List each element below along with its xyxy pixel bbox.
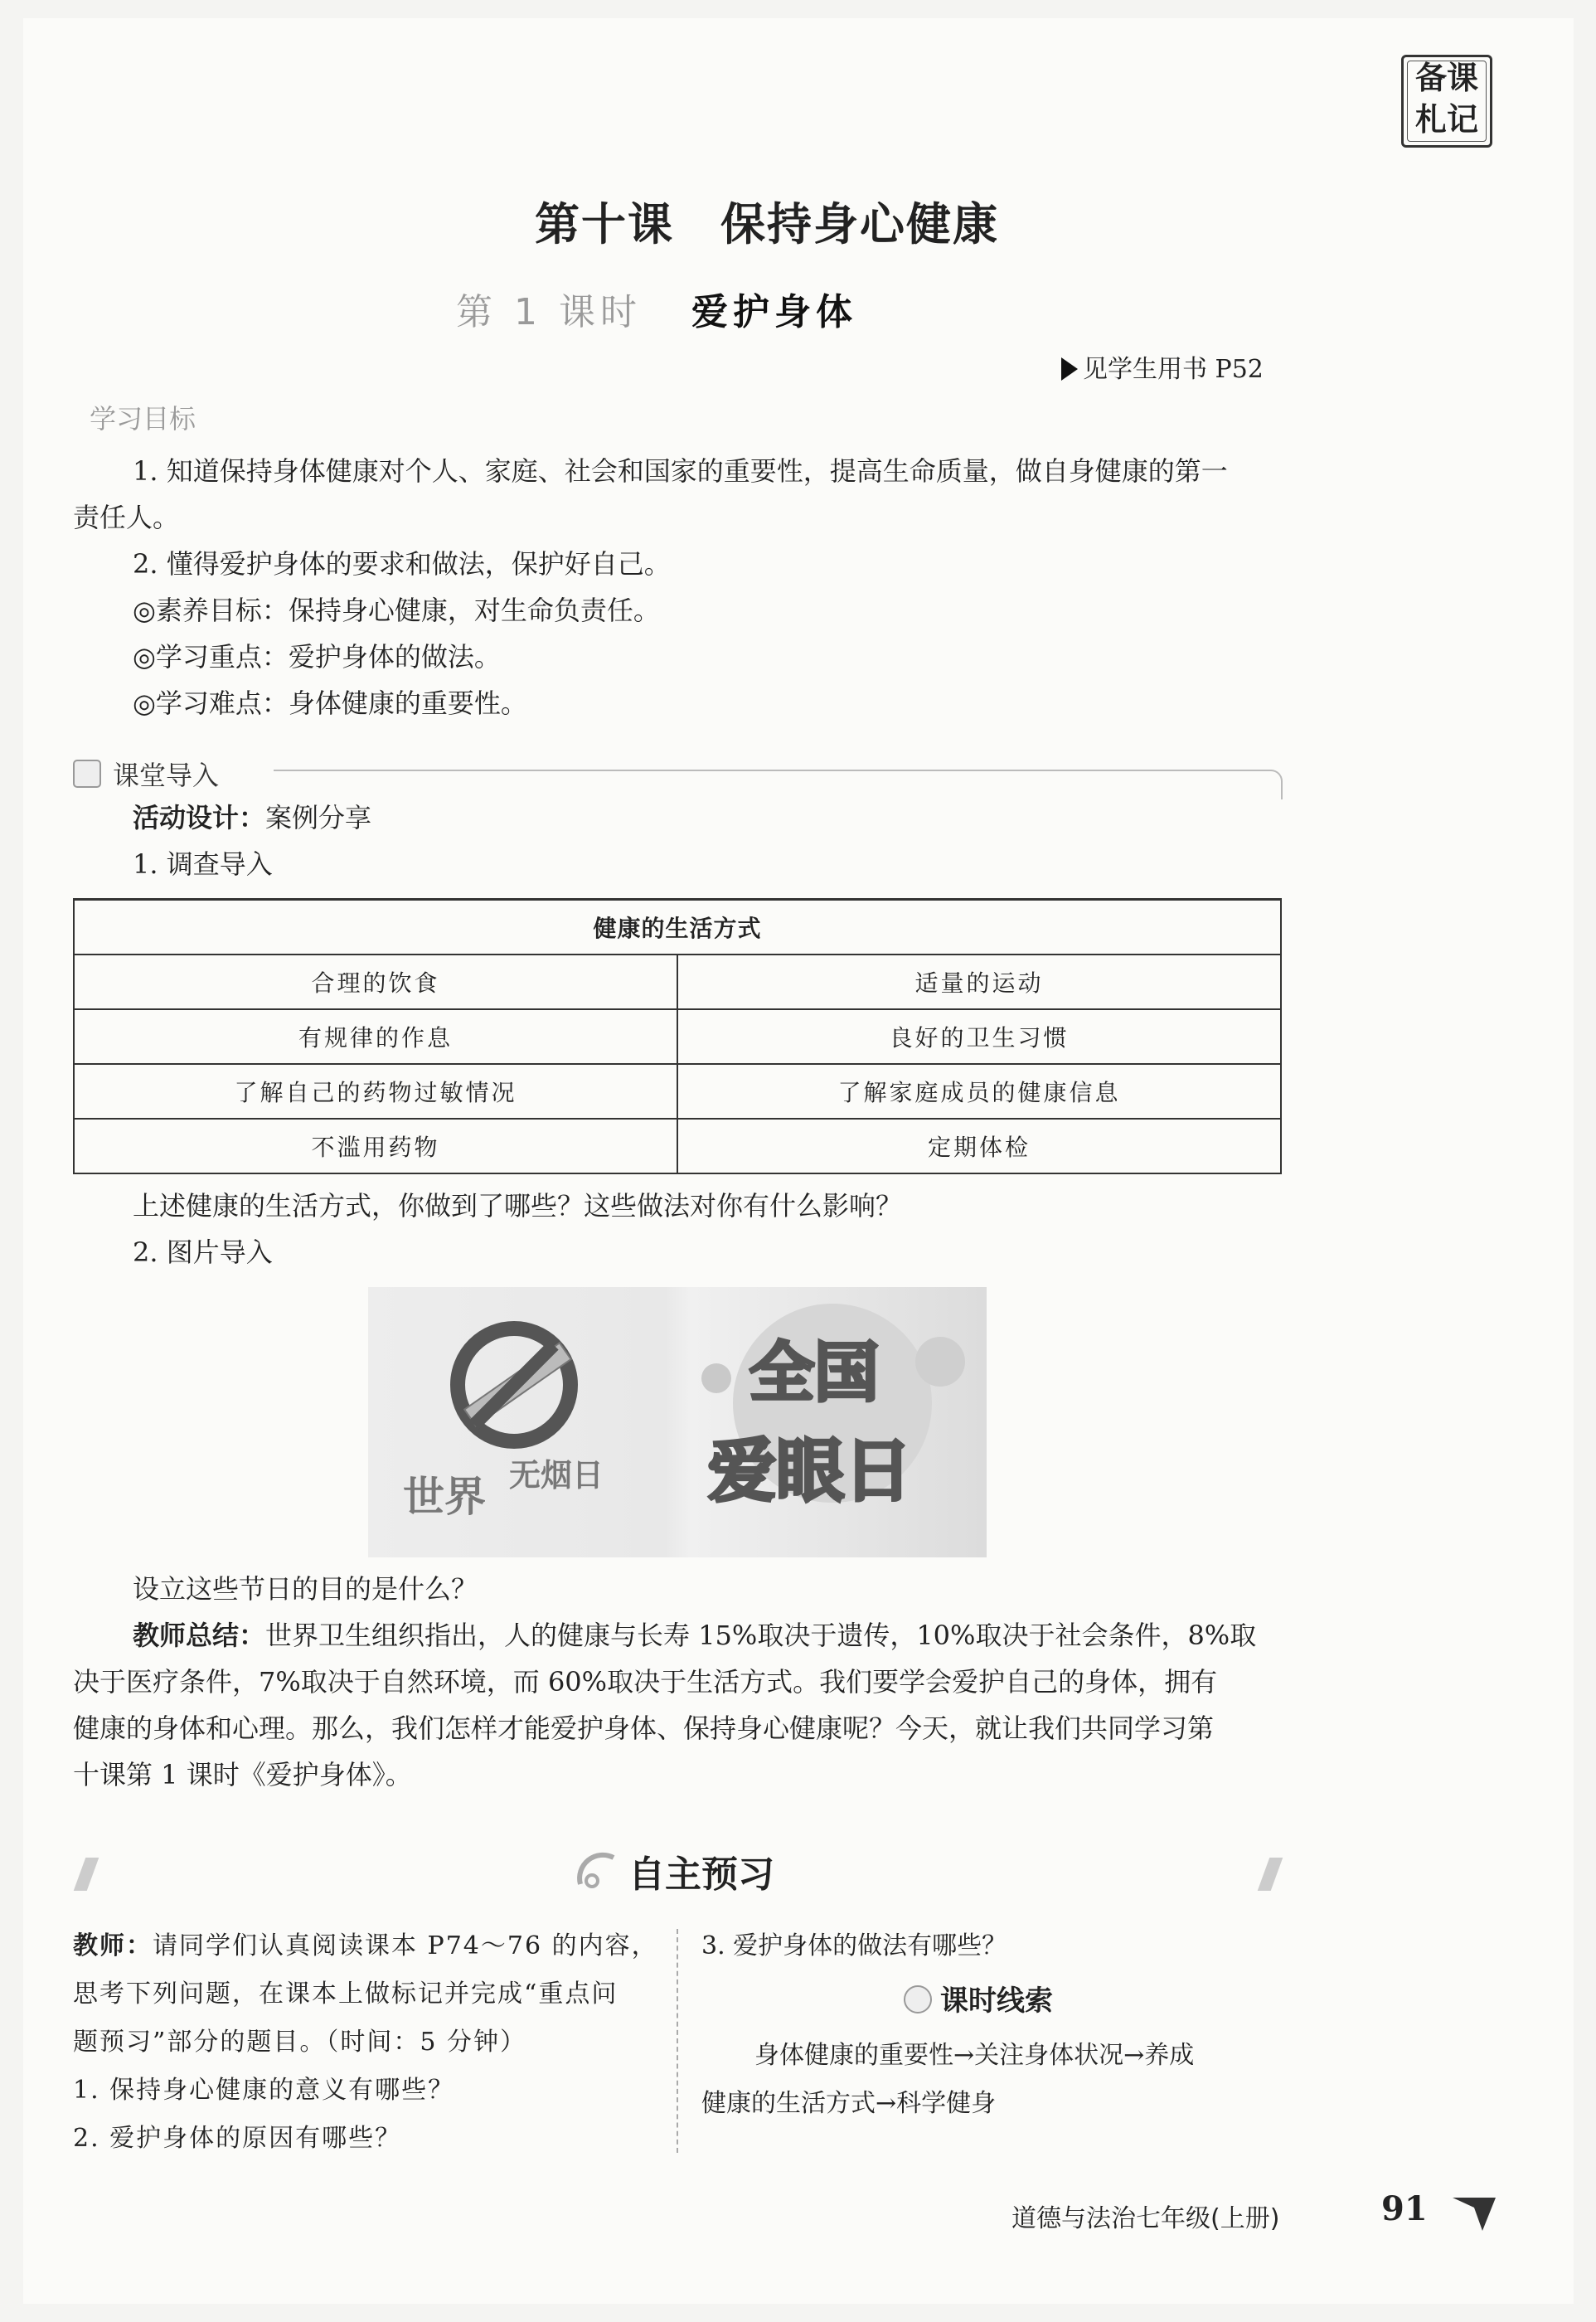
stamp-line1: 备课 <box>1414 60 1478 96</box>
festival-images-svg <box>368 1287 987 1557</box>
intro-heading: 课堂导入 <box>73 755 219 793</box>
student-book-ref: 见学生用书 P52 <box>1061 348 1264 385</box>
table-cell: 定期体检 <box>677 1119 1281 1173</box>
objectives-heading: 学习目标 <box>90 403 196 435</box>
table-row <box>74 1119 1281 1173</box>
activity-design: 活动设计：案例分享 <box>133 802 372 833</box>
table-cell: 有规律的作息 <box>74 1009 677 1064</box>
preview-right-column <box>701 1922 1282 2128</box>
lesson-subtitle <box>456 282 857 335</box>
preview-banner <box>73 1839 1283 1906</box>
question-3: 3. 爱护身体的做法有哪些？ <box>701 1931 1007 1960</box>
table-row <box>74 1064 1281 1119</box>
table-cell: 了解自己的药物过敏情况 <box>74 1064 677 1119</box>
table-cell: 了解家庭成员的健康信息 <box>677 1064 1281 1119</box>
book-title: 道德与法治七年级(上册) <box>1011 2204 1280 2233</box>
clue-icon <box>904 1985 932 2014</box>
objective-1b: 责任人。 <box>73 502 180 533</box>
corner-decoration-icon <box>1449 2189 1499 2236</box>
objective-1a: 1. 知道保持身体健康对个人、家庭、社会和国家的重要性，提高生命质量，做自身健康的第一 <box>133 455 1228 487</box>
step-picture: 2. 图片导入 <box>133 1236 273 1268</box>
no-smoking-icon <box>458 1329 571 1441</box>
national-text: 全国 <box>749 1336 880 1411</box>
stamp-line2: 札记 <box>1414 101 1478 138</box>
teacher-summary-l2: 决于医疗条件，7%取决于自然环境，而 60%取决于生活方式。我们要学会爱护自己的身体，拥有 <box>73 1666 1218 1698</box>
table-header: 健康的生活方式 <box>74 900 1281 955</box>
page-number: 91 <box>1381 2189 1428 2228</box>
survey-question: 上述健康的生活方式，你做到了哪些？这些做法对你有什么影响？ <box>133 1190 903 1222</box>
step-survey: 1. 调查导入 <box>133 848 273 880</box>
preview-icon <box>574 1848 620 1894</box>
clue-heading: 课时线索 <box>904 1977 1282 2025</box>
festival-images <box>368 1287 987 1557</box>
clue-line-1: 身体健康的重要性→关注身体状况→养成 <box>754 2041 1195 2070</box>
teacher-instruction-l3: 题预习”部分的题目。（时间：5 分钟） <box>73 2028 526 2057</box>
lesson-title: 第十课 保持身心健康 <box>535 198 999 250</box>
slash-decoration <box>74 1858 99 1891</box>
healthy-lifestyle-table <box>73 898 1282 1174</box>
heading-rule <box>274 770 1283 799</box>
table-cell: 适量的运动 <box>677 955 1281 1009</box>
table-cell: 不滥用药物 <box>74 1119 677 1173</box>
preview-left-column <box>73 1922 670 2163</box>
table-cell: 合理的饮食 <box>74 955 677 1009</box>
section-icon <box>73 760 101 788</box>
period-title: 爱护身体 <box>691 291 857 333</box>
column-divider <box>677 1929 678 2153</box>
clue-line-2: 健康的生活方式→科学健身 <box>701 2089 997 2118</box>
picture-question: 设立这些节日的目的是什么？ <box>133 1573 478 1605</box>
objective-literacy: ◎素养目标：保持身心健康，对生命负责任。 <box>133 595 660 626</box>
question-1: 1. 保持身心健康的意义有哪些？ <box>73 2076 455 2105</box>
teacher-summary-l1: 教师总结：世界卫生组织指出，人的健康与长寿 15%取决于遗传，10%取决于社会条件，8%取 <box>133 1620 1257 1651</box>
teacher-summary-l4: 十课第 1 课时《爱护身体》。 <box>73 1759 412 1790</box>
teacher-instruction-l1: 教师：请同学们认真阅读课本 P74～76 的内容， <box>73 1931 658 1960</box>
slash-decoration <box>1258 1858 1283 1891</box>
no-tobacco-day-text: 无烟日 <box>509 1457 604 1494</box>
eye-day-text: 爱眼日 <box>708 1432 913 1511</box>
objective-difficulty: ◎学习难点：身体健康的重要性。 <box>133 687 527 719</box>
teacher-summary-l3: 健康的身体和心理。那么，我们怎样才能爱护身体、保持身心健康呢？今天，就让我们共同学习第 <box>73 1712 1215 1744</box>
period-label: 第 1 课时 <box>456 291 642 333</box>
preview-heading: 自主预习 <box>628 1853 774 1896</box>
table-row <box>74 955 1281 1009</box>
objective-focus: ◎学习重点：爱护身体的做法。 <box>133 641 501 673</box>
table-cell: 良好的卫生习惯 <box>677 1009 1281 1064</box>
world-text: 世界 <box>403 1473 486 1521</box>
teacher-instruction-l2: 思考下列问题，在课本上做标记并完成“重点问 <box>73 1980 619 2009</box>
table-row <box>74 1009 1281 1064</box>
triangle-icon <box>1061 357 1078 381</box>
notes-stamp <box>1401 55 1492 148</box>
objective-2: 2. 懂得爱护身体的要求和做法，保护好自己。 <box>133 548 671 580</box>
question-2: 2. 爱护身体的原因有哪些？ <box>73 2124 402 2153</box>
